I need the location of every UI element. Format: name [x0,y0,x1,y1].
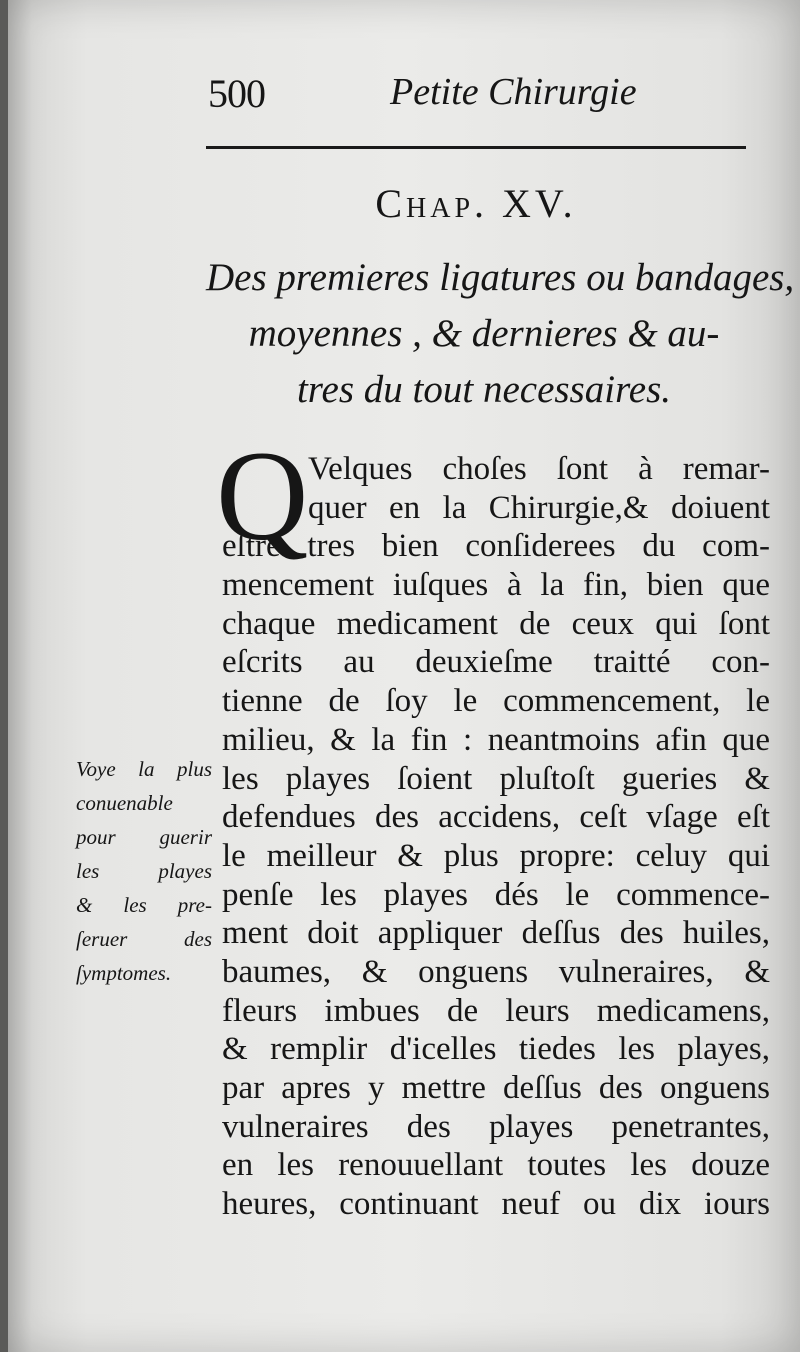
chapter-title-line: Des premieres ligatures ou bandages, [206,256,795,299]
body-line: chaque medicament de ceux qui ſont [222,605,770,642]
page-number: 500 [208,71,265,116]
body-line: Velques choſes ſont à remar- [308,451,770,487]
chapter-title [206,250,795,418]
body-line: defendues des accidens, ceſt vſage eſt [222,799,770,836]
body-line: eſtre tres bien conſiderees du com- [222,528,770,565]
margin-note-line: pour guerir [76,825,212,849]
margin-note [76,752,212,990]
chapter-title-line: moyennes , & dernieres & au- [248,312,720,355]
margin-note-line: Voye la plus [76,757,212,781]
chapter-title-line: tres du tout necessaires. [296,368,672,411]
page-header [8,64,800,124]
body-line: fleurs imbues de leurs medicamens, [222,992,770,1029]
book-page [8,0,800,1352]
body-line: & remplir d'icelles tiedes les playes, [222,1031,770,1068]
body-line: baumes, & onguens vulneraires, & [222,953,770,990]
chapter-label-text: Chap. XV. [375,181,577,226]
body-line: quer en la Chirurgie,& doiuent [308,489,770,526]
body-text [222,450,770,1224]
body-line: vulneraires des playes penetrantes, [222,1108,770,1145]
body-line: penſe les playes dés le commence- [222,876,770,913]
body-line: mencement iuſques à la fin, bien que [222,567,770,604]
body-line: heures, continuant neuf ou dix iours [222,1186,770,1223]
header-rule [206,146,746,149]
body-line: en les renouuellant toutes les douze [222,1147,770,1184]
drop-cap: Q [216,425,309,567]
running-title: Petite Chirurgie [390,71,637,113]
body-line: milieu, & la fin : neantmoins afin que [222,721,770,758]
body-line: par apres y mettre deſſus des onguens [222,1070,770,1106]
body-line: eſcrits au deuxieſme traitté con- [222,644,770,681]
body-line: ment doit appliquer deſſus des huiles, [222,915,770,952]
margin-note-line: & les pre- [76,893,212,917]
margin-note-line: les playes [76,859,212,883]
margin-note-line: ſymptomes. [76,961,172,985]
body-line: le meilleur & plus propre: celuy qui [222,837,770,874]
body-line: tienne de ſoy le commencement, le [222,683,770,720]
body-line: les playes ſoient pluſtoſt gueries & [222,760,770,797]
chapter-label [206,180,746,227]
margin-note-line: ſeruer des [76,927,212,951]
margin-note-line: conuenable [76,791,173,815]
